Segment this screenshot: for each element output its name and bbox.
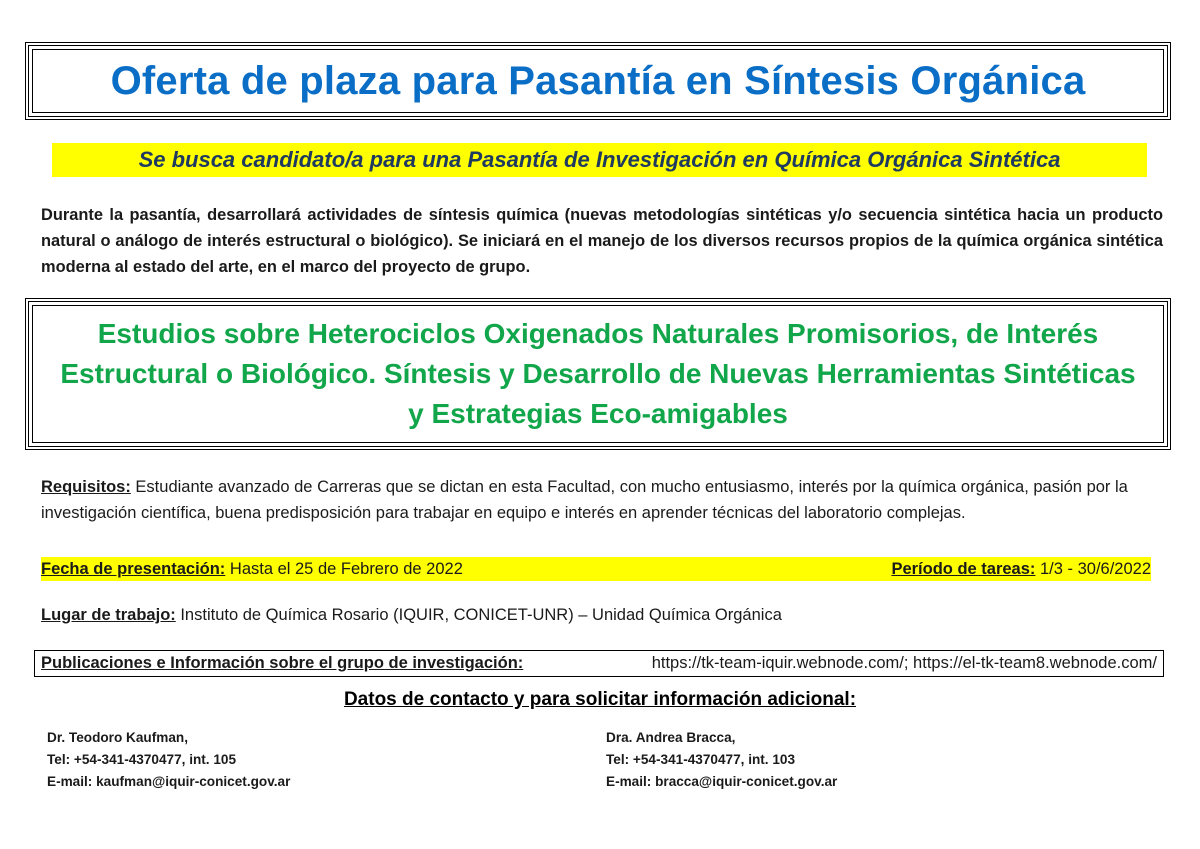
deadline <box>41 557 463 581</box>
contact-phone: Tel: +54-341-4370477, int. 105 <box>47 752 237 767</box>
contact-name: Dr. Teodoro Kaufman, <box>47 730 188 745</box>
contact-card-kaufman <box>47 727 290 793</box>
contact-email[interactable]: E-mail: kaufman@iquir-conicet.gov.ar <box>47 774 291 789</box>
title-box <box>25 42 1171 120</box>
period-label: Período de tareas: <box>891 560 1036 578</box>
period-value: 1/3 - 30/6/2022 <box>1035 560 1151 578</box>
workplace-label: Lugar de trabajo: <box>41 606 176 624</box>
publications-urls[interactable]: https://tk-team-iquir.webnode.com/; https://el-tk-team8.webnode.com/ <box>651 654 1157 672</box>
workplace <box>41 603 782 627</box>
period <box>891 557 1151 581</box>
deadline-label: Fecha de presentación: <box>41 560 226 578</box>
contact-name: Dra. Andrea Bracca, <box>606 730 736 745</box>
publications-box <box>34 650 1164 677</box>
requirements-text: Estudiante avanzado de Carreras que se dictan en esta Facultad, con mucho entusiasmo, interés por la química orgánica, pasión por la investigación científica, buena predisposición para trabajar en equipo e interés en aprender técnicas del laboratorio complejas. <box>41 478 1128 522</box>
publications-label: Publicaciones e Información sobre el grupo de investigación: <box>41 654 524 672</box>
subtitle-banner: Se busca candidato/a para una Pasantía de Investigación en Química Orgánica Sintética <box>52 143 1147 177</box>
deadline-value: Hasta el 25 de Febrero de 2022 <box>225 560 463 578</box>
intro-paragraph: Durante la pasantía, desarrollará actividades de síntesis química (nuevas metodologías sintéticas y/o secuencia sintética hacia un producto natural o análogo de interés estructural o biológico). Se iniciará en el manejo de los diversos recursos propios de la química orgánica sintética moderna al estado del arte, en el marco del proyecto de grupo. <box>41 206 1163 276</box>
contact-email[interactable]: E-mail: bracca@iquir-conicet.gov.ar <box>606 774 838 789</box>
requirements-paragraph <box>41 474 1166 526</box>
requirements-label: Requisitos: <box>41 478 131 496</box>
contact-title: Datos de contacto y para solicitar información adicional: <box>343 689 857 710</box>
page-title: Oferta de plaza para Pasantía en Síntesis Orgánica <box>110 58 1086 103</box>
project-title: Estudios sobre Heterociclos Oxigenados Naturales Promisorios, de Interés Estructural o Biológico. Síntesis y Desarrollo de Nuevas Herramientas Sintéticas y Estrategias Eco-amigables <box>60 318 1136 429</box>
contact-card-bracca <box>606 727 837 793</box>
contact-phone: Tel: +54-341-4370477, int. 103 <box>606 752 796 767</box>
project-box <box>25 298 1171 450</box>
workplace-value: Instituto de Química Rosario (IQUIR, CONICET-UNR) – Unidad Química Orgánica <box>175 606 782 624</box>
dates-banner <box>41 557 1151 581</box>
